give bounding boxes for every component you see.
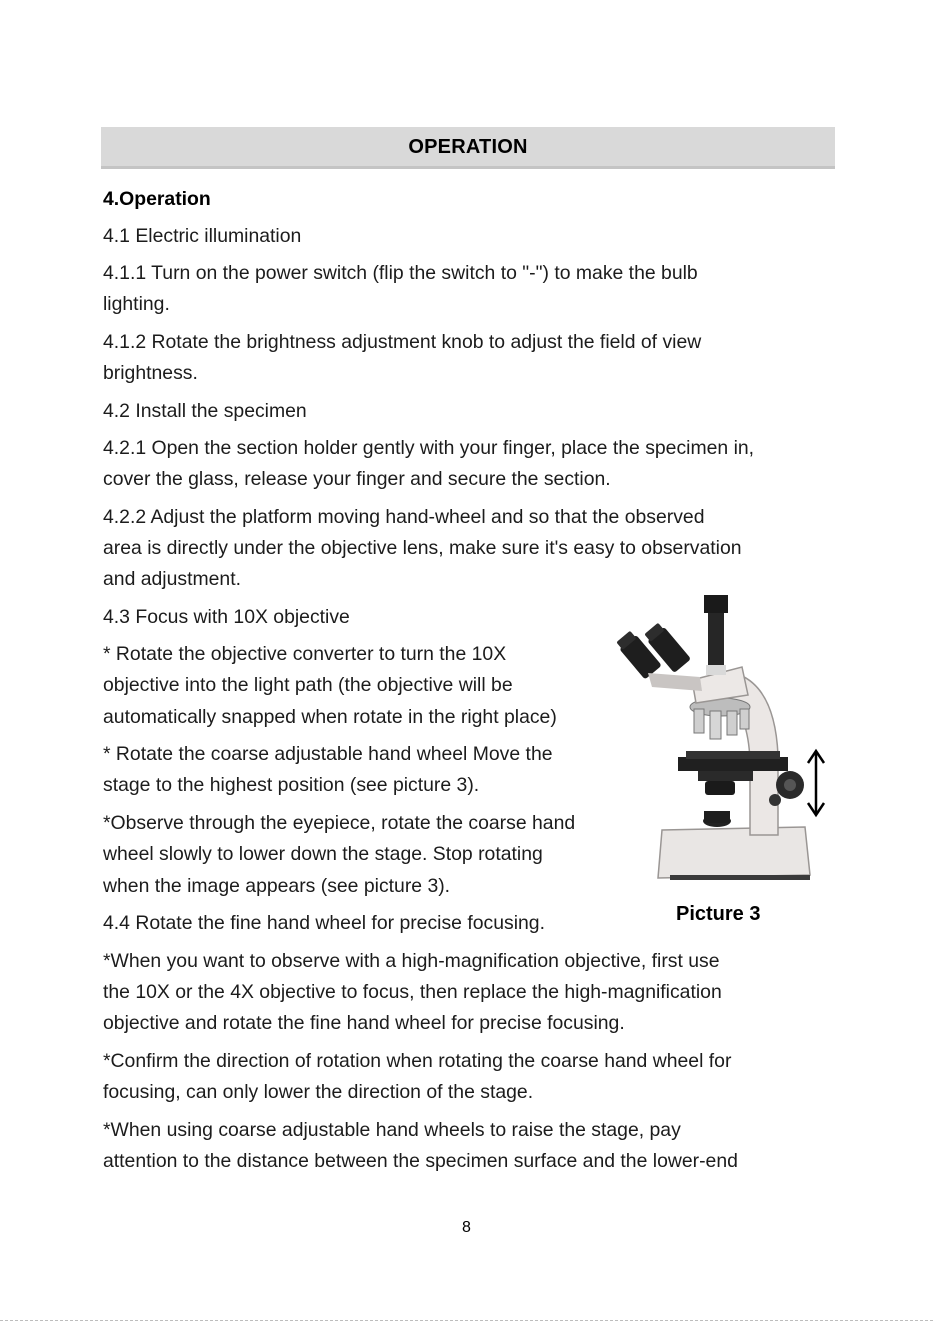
text-line: *Observe through the eyepiece, rotate the coarse hand bbox=[103, 812, 576, 834]
text-line: objective into the light path (the objective will be bbox=[103, 674, 513, 696]
microscope-figure bbox=[600, 585, 840, 895]
text-line: 4.1.2 Rotate the brightness adjustment knob to adjust the field of view bbox=[103, 331, 702, 353]
text-line: 4.2.1 Open the section holder gently with your finger, place the specimen in, bbox=[103, 437, 755, 459]
section-title: OPERATION bbox=[408, 136, 528, 158]
page-number: 8 bbox=[462, 1219, 471, 1236]
page-divider bbox=[0, 1320, 933, 1321]
text-line: stage to the highest position (see picture 3). bbox=[103, 774, 480, 796]
microscope-icon bbox=[600, 585, 840, 895]
text-line: wheel slowly to lower down the stage. Stop rotating bbox=[103, 843, 543, 865]
text-line: focusing, can only lower the direction of the stage. bbox=[103, 1081, 534, 1103]
text-line: area is directly under the objective lens, make sure it's easy to observation bbox=[103, 537, 742, 559]
text-line: * Rotate the coarse adjustable hand wheel Move the bbox=[103, 743, 553, 765]
text-line: 4.1.1 Turn on the power switch (flip the switch to "-") to make the bulb bbox=[103, 262, 698, 284]
text-line: * Rotate the objective converter to turn the 10X bbox=[103, 643, 507, 665]
text-line: brightness. bbox=[103, 362, 198, 384]
text-line: automatically snapped when rotate in the right place) bbox=[103, 706, 557, 728]
text-line: 4.2 Install the specimen bbox=[103, 400, 307, 422]
text-line: objective and rotate the fine hand wheel for precise focusing. bbox=[103, 1012, 625, 1034]
text-line: and adjustment. bbox=[103, 568, 241, 590]
text-line: cover the glass, release your finger and secure the section. bbox=[103, 468, 611, 490]
text-line: 4.2.2 Adjust the platform moving hand-wheel and so that the observed bbox=[103, 506, 705, 528]
text-line: *When you want to observe with a high-magnification objective, first use bbox=[103, 950, 720, 972]
text-line: when the image appears (see picture 3). bbox=[103, 875, 451, 897]
text-line: *When using coarse adjustable hand wheels to raise the stage, pay bbox=[103, 1119, 681, 1141]
text-line: lighting. bbox=[103, 293, 170, 315]
section-header bbox=[101, 127, 835, 169]
text-line: 4.4 Rotate the fine hand wheel for precise focusing. bbox=[103, 912, 545, 934]
text-line: 4.1 Electric illumination bbox=[103, 225, 302, 247]
heading-operation: 4.Operation bbox=[103, 188, 211, 210]
text-line: 4.3 Focus with 10X objective bbox=[103, 606, 350, 628]
text-line: attention to the distance between the specimen surface and the lower-end bbox=[103, 1150, 738, 1172]
figure-caption: Picture 3 bbox=[676, 903, 761, 925]
text-line: the 10X or the 4X objective to focus, then replace the high-magnification bbox=[103, 981, 722, 1003]
text-line: *Confirm the direction of rotation when rotating the coarse hand wheel for bbox=[103, 1050, 732, 1072]
